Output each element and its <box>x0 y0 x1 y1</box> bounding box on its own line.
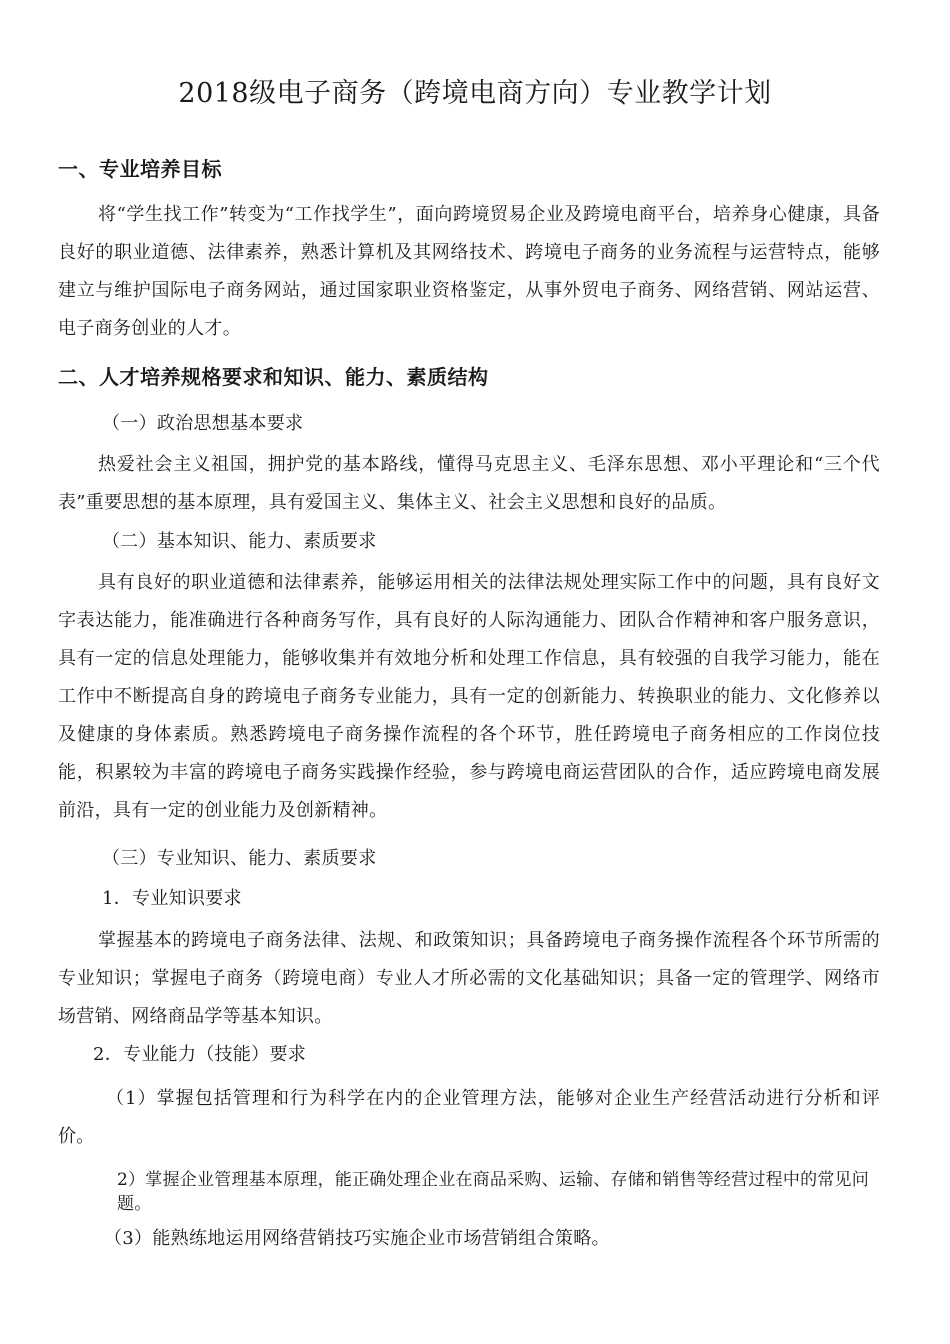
list-item-3: （3）能熟练地运用网络营销技巧实施企业市场营销组合策略。 <box>104 1228 610 1249</box>
document-title: 2018级电子商务（跨境电商方向）专业教学计划 <box>178 78 772 109</box>
section-heading-talent-spec: 二、人才培养规格要求和知识、能力、素质结构 <box>58 365 489 389</box>
point-heading-skills: 2．专业能力（技能）要求 <box>93 1044 307 1065</box>
list-item-1: （1）掌握包括管理和行为科学在内的企业管理方法，能够对企业生产经营活动进行分析和评价。 <box>58 1088 880 1147</box>
list-item-2: 2）掌握企业管理基本原理，能正确处理企业在商品采购、运输、存储和销售等经营过程中的常见问题。 <box>117 1170 869 1214</box>
paragraph-training-goal: 将“学生找工作”转变为“工作找学生”，面向跨境贸易企业及跨境电商平台，培养身心健康，具备良好的职业道德、法律素养，熟悉计算机及其网络技术、跨境电子商务的业务流程与运营特点，能够建立与维护国际电子商务网站，通过国家职业资格鉴定，从事外贸电子商务、网络营销、网站运营、电子商务创业的人才。 <box>58 204 880 339</box>
paragraph-political: 热爱社会主义祖国，拥护党的基本路线，懂得马克思主义、毛泽东思想、邓小平理论和“三个代表”重要思想的基本原理，具有爱国主义、集体主义、社会主义思想和良好的品质。 <box>58 454 880 513</box>
subheading-basic: （二）基本知识、能力、素质要求 <box>102 531 377 552</box>
subheading-political: （一）政治思想基本要求 <box>102 413 304 434</box>
paragraph-basic: 具有良好的职业道德和法律素养，能够运用相关的法律法规处理实际工作中的问题，具有良好文字表达能力，能准确进行各种商务写作，具有良好的人际沟通能力、团队合作精神和客户服务意识，具有一定的信息处理能力，能够收集并有效地分析和处理工作信息，具有较强的自我学习能力，能在工作中不断提高自身的跨境电子商务专业能力，具有一定的创新能力、转换职业的能力、文化修养以及健康的身体素质。熟悉跨境电子商务操作流程的各个环节，胜任跨境电子商务相应的工作岗位技能，积累较为丰富的跨境电子商务实践操作经验，参与跨境电商运营团队的合作，适应跨境电商发展前沿，具有一定的创业能力及创新精神。 <box>58 572 880 821</box>
point-heading-knowledge: 1．专业知识要求 <box>102 888 242 909</box>
paragraph-knowledge: 掌握基本的跨境电子商务法律、法规、和政策知识；具备跨境电子商务操作流程各个环节所需的专业知识；掌握电子商务（跨境电商）专业人才所必需的文化基础知识；具备一定的管理学、网络市场营销、网络商品学等基本知识。 <box>58 930 880 1027</box>
subheading-professional: （三）专业知识、能力、素质要求 <box>102 848 377 869</box>
section-heading-training-goal: 一、专业培养目标 <box>58 157 222 181</box>
